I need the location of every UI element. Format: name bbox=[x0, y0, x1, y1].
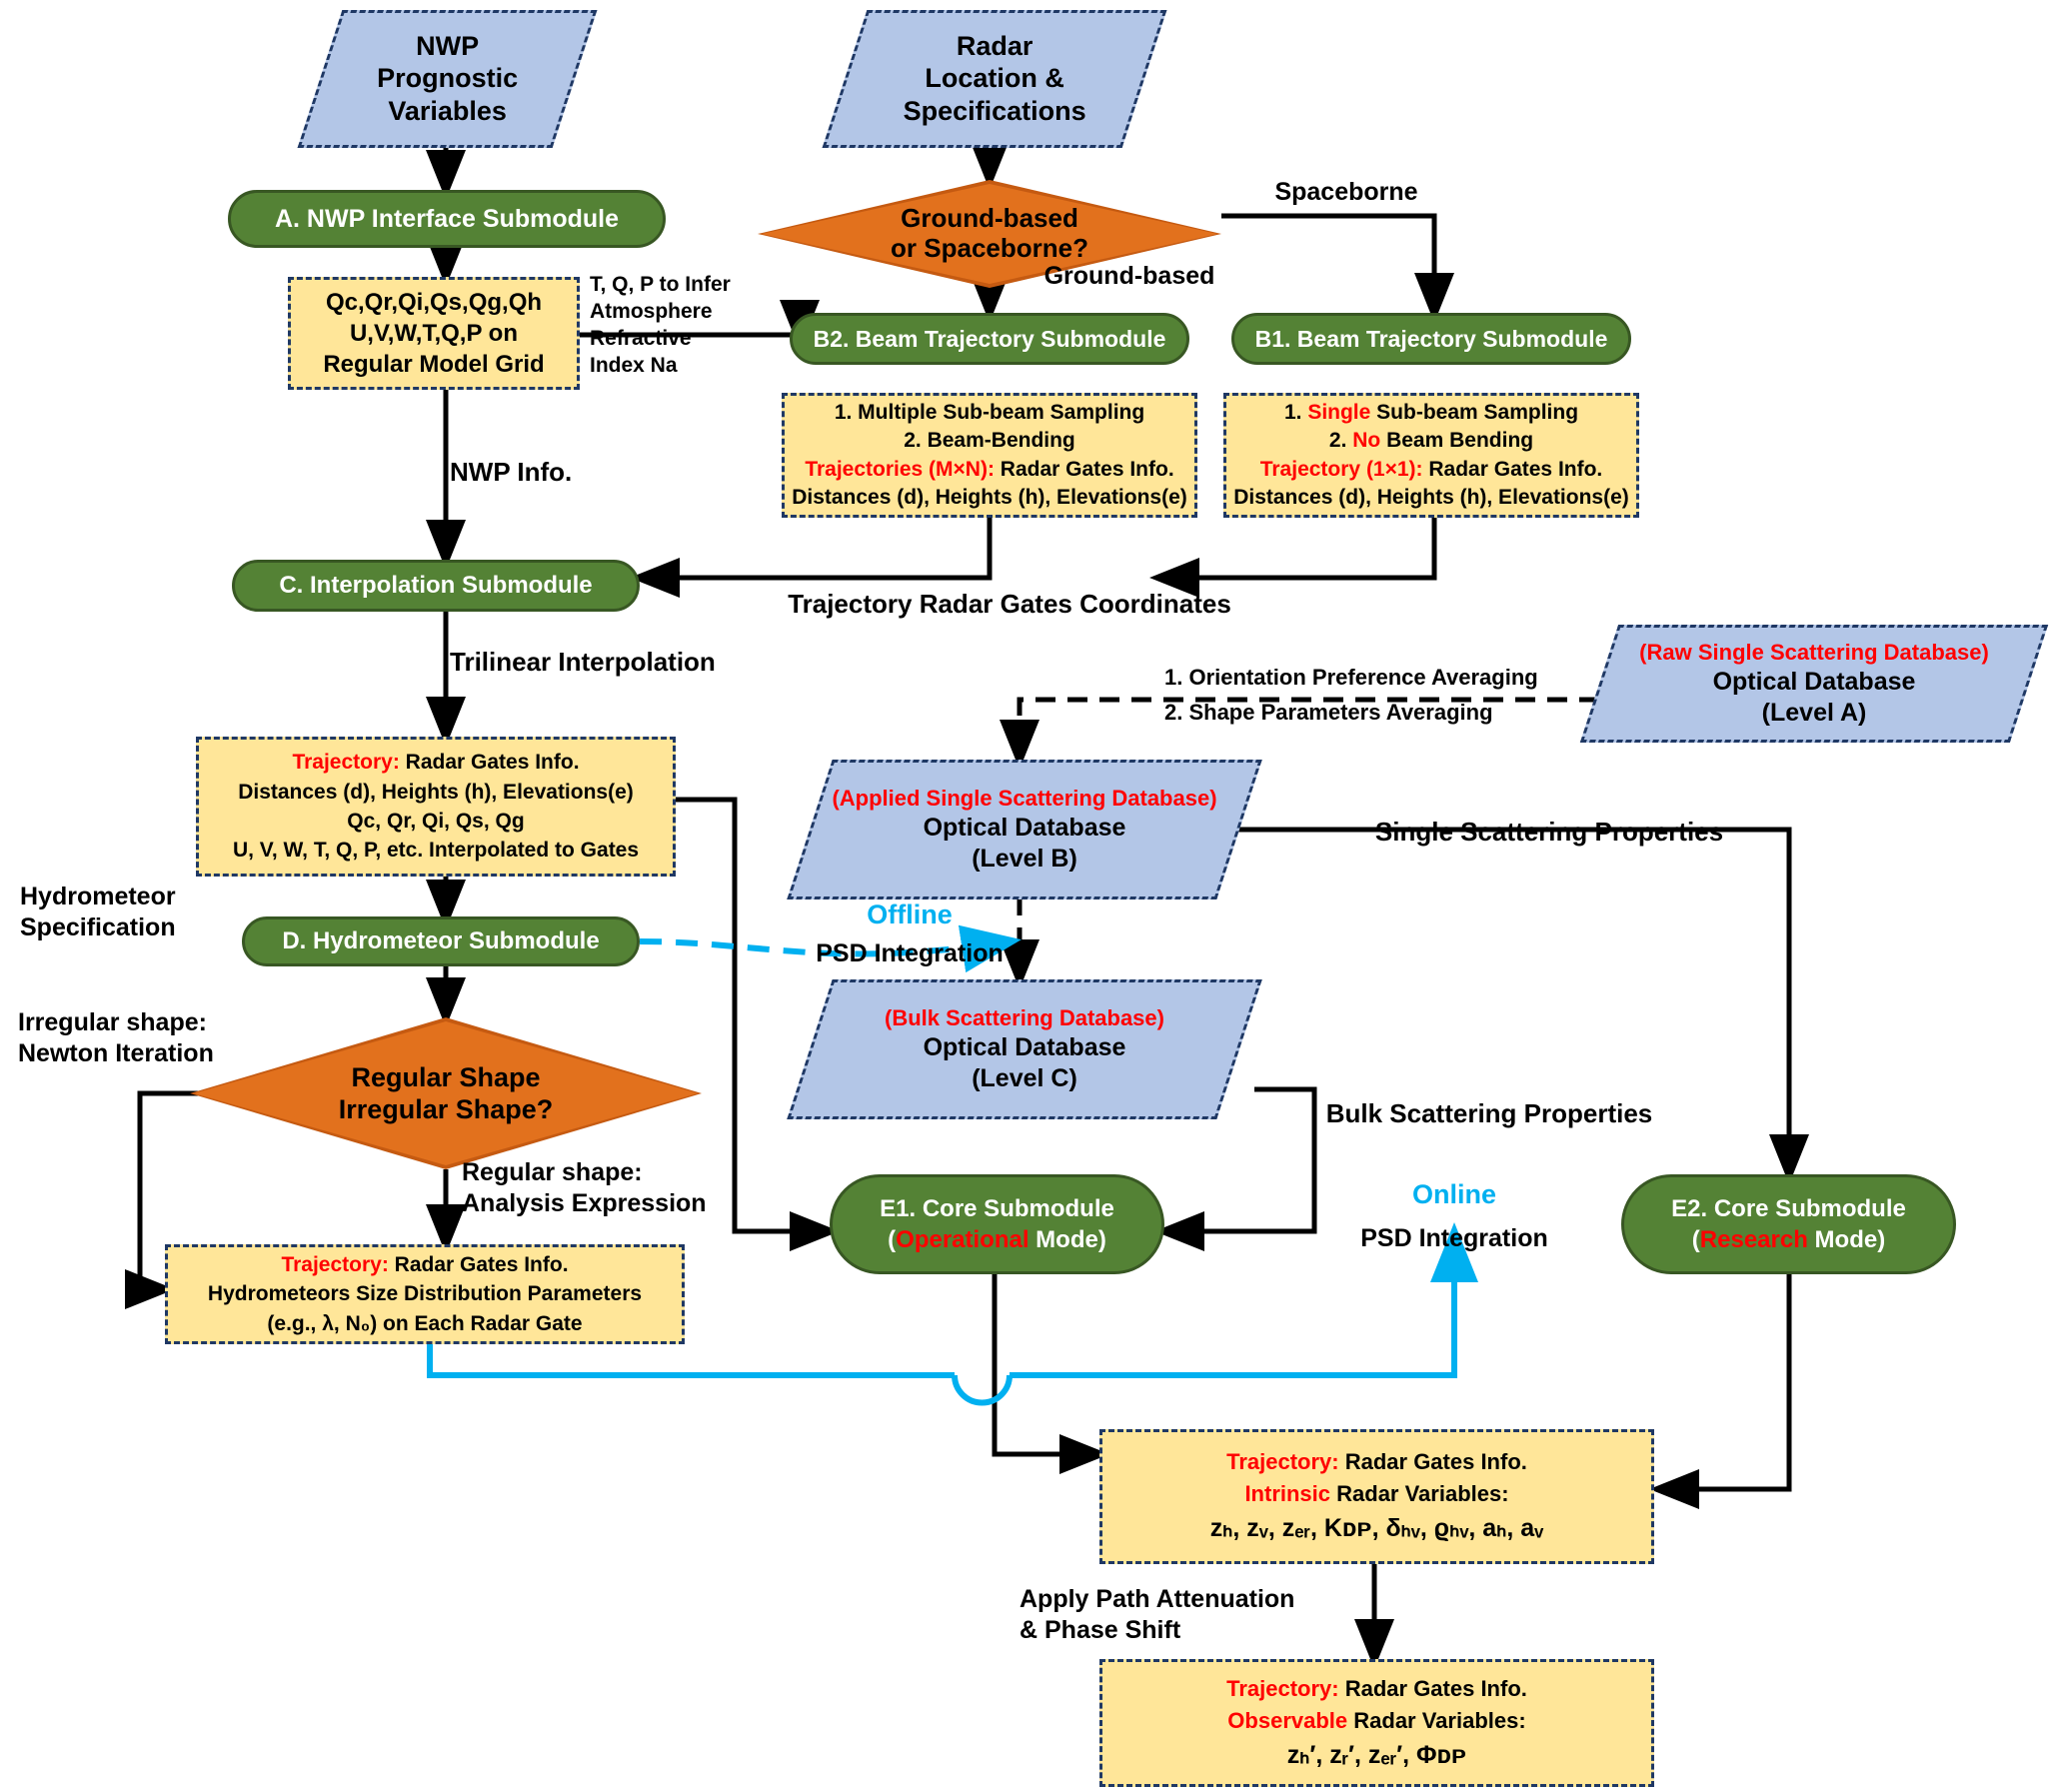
decision-platform-line-2: or Spaceborne? bbox=[891, 233, 1088, 263]
node-nwp-prognostic-variables bbox=[298, 10, 598, 148]
label-regular-shape bbox=[462, 1157, 762, 1220]
optical-c-tag: (Bulk Scattering Database) bbox=[885, 1005, 1164, 1030]
intrinsic-line-3: zₕ, zᵥ, zₑᵣ, Kᴅᴘ, δₕᵥ, ϱₕᵥ, aₕ, aᵥ bbox=[1209, 1514, 1544, 1543]
interp-line-4: U, V, W, T, Q, P, etc. Interpolated to Gates bbox=[232, 839, 640, 863]
tqp-line-3: Refractive bbox=[590, 326, 692, 350]
b2-line-3-red: Trajectories (M×N): bbox=[805, 457, 995, 481]
hydro-spec-line-2: Specification bbox=[20, 913, 176, 942]
b1-line-1-red: Single bbox=[1307, 400, 1371, 424]
label-single-scattering-properties: Single Scattering Properties bbox=[1374, 817, 1724, 847]
b2-line-3 bbox=[791, 456, 1188, 484]
label-online: Online bbox=[1411, 1179, 1496, 1209]
optical-b-line-2: (Level B) bbox=[972, 844, 1077, 873]
regular-line-1: Regular shape: bbox=[462, 1158, 643, 1186]
b1-line-2-red: No bbox=[1352, 429, 1381, 453]
psd-line-1-red: Trajectory: bbox=[281, 1252, 389, 1276]
b1-line-3 bbox=[1232, 456, 1630, 484]
interp-line-2: Distances (d), Heights (h), Elevations(e) bbox=[238, 780, 634, 804]
decision-shape-line-1: Regular Shape bbox=[351, 1061, 541, 1092]
label-offline-psd-integration: PSD Integration bbox=[816, 939, 1004, 967]
decision-shape-line-2: Irregular Shape? bbox=[338, 1094, 554, 1124]
b1-line-1-pre: 1. bbox=[1283, 400, 1308, 424]
optical-c-line-2: (Level C) bbox=[972, 1063, 1077, 1092]
submodule-e1-mode-suffix: Mode) bbox=[1029, 1226, 1106, 1253]
interp-line-1-red: Trajectory: bbox=[292, 751, 400, 775]
box-intrinsic-radar-variables bbox=[1099, 1429, 1654, 1564]
psd-line-2: Hydrometeors Size Distribution Parameters bbox=[207, 1282, 643, 1306]
node-submodule-e2[interactable] bbox=[1621, 1174, 1956, 1274]
tqp-line-1: T, Q, P to Infer bbox=[590, 273, 731, 296]
nwp-line-3: Variables bbox=[388, 96, 507, 127]
b1-line-2 bbox=[1232, 427, 1630, 455]
submodule-e1-line-1: E1. Core Submodule bbox=[880, 1194, 1114, 1222]
regular-line-2: Analysis Expression bbox=[462, 1189, 707, 1218]
b1-line-4: Distances (d), Heights (h), Elevations(e) bbox=[1233, 485, 1629, 509]
b2-line-3-rest: Radar Gates Info. bbox=[994, 457, 1174, 481]
grid-line-3: Regular Model Grid bbox=[323, 351, 545, 379]
submodule-e2-mode: Research bbox=[1699, 1226, 1808, 1253]
attenuation-line-1: Apply Path Attenuation bbox=[1020, 1585, 1295, 1613]
submodule-e1-line-2: (Operational Mode) bbox=[888, 1226, 1106, 1253]
submodule-e2-line-1: E2. Core Submodule bbox=[1671, 1194, 1906, 1222]
optical-b-tag: (Applied Single Scattering Database) bbox=[832, 786, 1217, 811]
irregular-line-1: Irregular shape: bbox=[18, 1008, 207, 1036]
nwp-line-2: Prognostic bbox=[376, 63, 519, 94]
label-ground-based: Ground-based bbox=[1043, 262, 1215, 290]
optical-a-tag: (Raw Single Scattering Database) bbox=[1639, 640, 1989, 665]
box-observable-radar-variables bbox=[1099, 1659, 1654, 1787]
submodule-d-label: D. Hydrometeor Submodule bbox=[282, 927, 600, 954]
observable-line-2-rest: Radar Variables: bbox=[1347, 1707, 1526, 1733]
intrinsic-line-1 bbox=[1108, 1446, 1645, 1478]
intrinsic-line-2-red: Intrinsic bbox=[1244, 1481, 1331, 1507]
box-b2-details bbox=[782, 393, 1197, 518]
radar-loc-line-2: Location & bbox=[925, 63, 1064, 94]
b2-line-1: 1. Multiple Sub-beam Sampling bbox=[834, 400, 1145, 424]
label-trajectory-radar-gates-coordinates: Trajectory Radar Gates Coordinates bbox=[788, 589, 1231, 619]
interp-line-1-rest: Radar Gates Info. bbox=[399, 751, 580, 775]
observable-line-2 bbox=[1108, 1705, 1645, 1737]
radar-loc-line-1: Radar bbox=[956, 31, 1033, 62]
irregular-line-2: Newton Iteration bbox=[18, 1039, 214, 1068]
node-radar-location-specifications bbox=[823, 10, 1167, 148]
node-submodule-e1[interactable] bbox=[830, 1174, 1164, 1274]
attenuation-line-2: & Phase Shift bbox=[1020, 1616, 1181, 1645]
submodule-e2-line-2: (Research Mode) bbox=[1691, 1226, 1886, 1253]
submodule-c-label: C. Interpolation Submodule bbox=[279, 572, 593, 599]
box-regular-model-grid bbox=[288, 277, 580, 390]
node-submodule-a[interactable] bbox=[228, 190, 666, 248]
optical-b-line-1: Optical Database bbox=[923, 813, 1126, 842]
psd-line-1 bbox=[174, 1250, 676, 1279]
observable-line-1 bbox=[1108, 1673, 1645, 1705]
averaging-line-2: 2. Shape Parameters Averaging bbox=[1164, 700, 1493, 726]
box-psd-parameters bbox=[165, 1244, 685, 1344]
grid-line-1: Qc,Qr,Qi,Qs,Qg,Qh bbox=[325, 288, 543, 316]
psd-line-3: (e.g., λ, N₀) on Each Radar Gate bbox=[267, 1311, 583, 1335]
radar-loc-line-3: Specifications bbox=[903, 96, 1086, 127]
b1-line-1-post: Sub-beam Sampling bbox=[1370, 400, 1579, 424]
submodule-b2-label: B2. Beam Trajectory Submodule bbox=[813, 325, 1166, 352]
node-submodule-c[interactable] bbox=[232, 560, 640, 612]
psd-line-1-rest: Radar Gates Info. bbox=[388, 1252, 569, 1276]
intrinsic-line-1-rest: Radar Gates Info. bbox=[1338, 1449, 1527, 1475]
interp-line-3: Qc, Qr, Qi, Qs, Qg bbox=[347, 810, 525, 833]
submodule-a-label: A. NWP Interface Submodule bbox=[274, 204, 620, 233]
label-spaceborne: Spaceborne bbox=[1274, 178, 1418, 206]
observable-line-1-red: Trajectory: bbox=[1226, 1675, 1339, 1701]
b2-line-2: 2. Beam-Bending bbox=[904, 429, 1075, 453]
optical-a-line-1: Optical Database bbox=[1712, 667, 1916, 696]
label-bulk-scattering-properties: Bulk Scattering Properties bbox=[1325, 1098, 1653, 1128]
node-optical-database-level-c bbox=[787, 979, 1261, 1119]
label-offline: Offline bbox=[867, 899, 953, 929]
label-apply-path-attenuation bbox=[1020, 1584, 1359, 1647]
b1-line-3-rest: Radar Gates Info. bbox=[1422, 457, 1603, 481]
b1-line-1 bbox=[1232, 399, 1630, 427]
intrinsic-line-2 bbox=[1108, 1478, 1645, 1510]
node-optical-database-level-a bbox=[1580, 625, 2048, 743]
node-decision-shape[interactable] bbox=[190, 1017, 702, 1169]
averaging-line-1: 1. Orientation Preference Averaging bbox=[1164, 665, 1538, 690]
observable-line-2-red: Observable bbox=[1227, 1707, 1348, 1733]
node-optical-database-level-b bbox=[787, 760, 1261, 899]
intrinsic-line-1-red: Trajectory: bbox=[1226, 1449, 1339, 1475]
submodule-e1-mode: Operational bbox=[896, 1226, 1030, 1253]
intrinsic-line-2-rest: Radar Variables: bbox=[1330, 1481, 1509, 1507]
node-submodule-b1[interactable] bbox=[1231, 313, 1631, 365]
tqp-line-4: Index Na bbox=[590, 353, 678, 377]
optical-c-line-1: Optical Database bbox=[923, 1032, 1126, 1061]
submodule-b1-label: B1. Beam Trajectory Submodule bbox=[1254, 325, 1608, 352]
label-nwp-info: NWP Info. bbox=[450, 457, 573, 487]
label-hydrometeor-specification bbox=[20, 882, 260, 944]
box-b1-details bbox=[1223, 393, 1639, 518]
b2-line-4: Distances (d), Heights (h), Elevations(e) bbox=[792, 485, 1187, 509]
tqp-line-2: Atmosphere bbox=[590, 299, 713, 323]
box-interpolated-gates bbox=[196, 737, 676, 877]
submodule-e2-mode-suffix: Mode) bbox=[1807, 1226, 1886, 1253]
b1-line-2-pre: 2. bbox=[1328, 429, 1353, 453]
label-averaging-steps bbox=[1164, 660, 1634, 730]
observable-line-1-rest: Radar Gates Info. bbox=[1338, 1675, 1527, 1701]
label-tqp-refractive-index bbox=[590, 272, 780, 380]
node-submodule-d[interactable] bbox=[242, 916, 640, 966]
label-online-psd-integration: PSD Integration bbox=[1360, 1224, 1548, 1252]
interp-line-1 bbox=[205, 748, 667, 777]
hydro-spec-line-1: Hydrometeor bbox=[20, 883, 176, 910]
observable-line-3: zₕ′, zᵣ′, zₑᵣ′, Φᴅᴘ bbox=[1286, 1740, 1467, 1769]
decision-platform-line-1: Ground-based bbox=[901, 203, 1078, 234]
b1-line-3-red: Trajectory (1×1): bbox=[1259, 457, 1423, 481]
b1-line-2-post: Beam Bending bbox=[1380, 429, 1534, 453]
grid-line-2: U,V,W,T,Q,P on bbox=[349, 319, 519, 347]
optical-a-line-2: (Level A) bbox=[1761, 698, 1867, 727]
node-submodule-b2[interactable] bbox=[790, 313, 1189, 365]
label-trilinear-interpolation: Trilinear Interpolation bbox=[450, 647, 716, 677]
nwp-line-1: NWP bbox=[416, 31, 480, 62]
